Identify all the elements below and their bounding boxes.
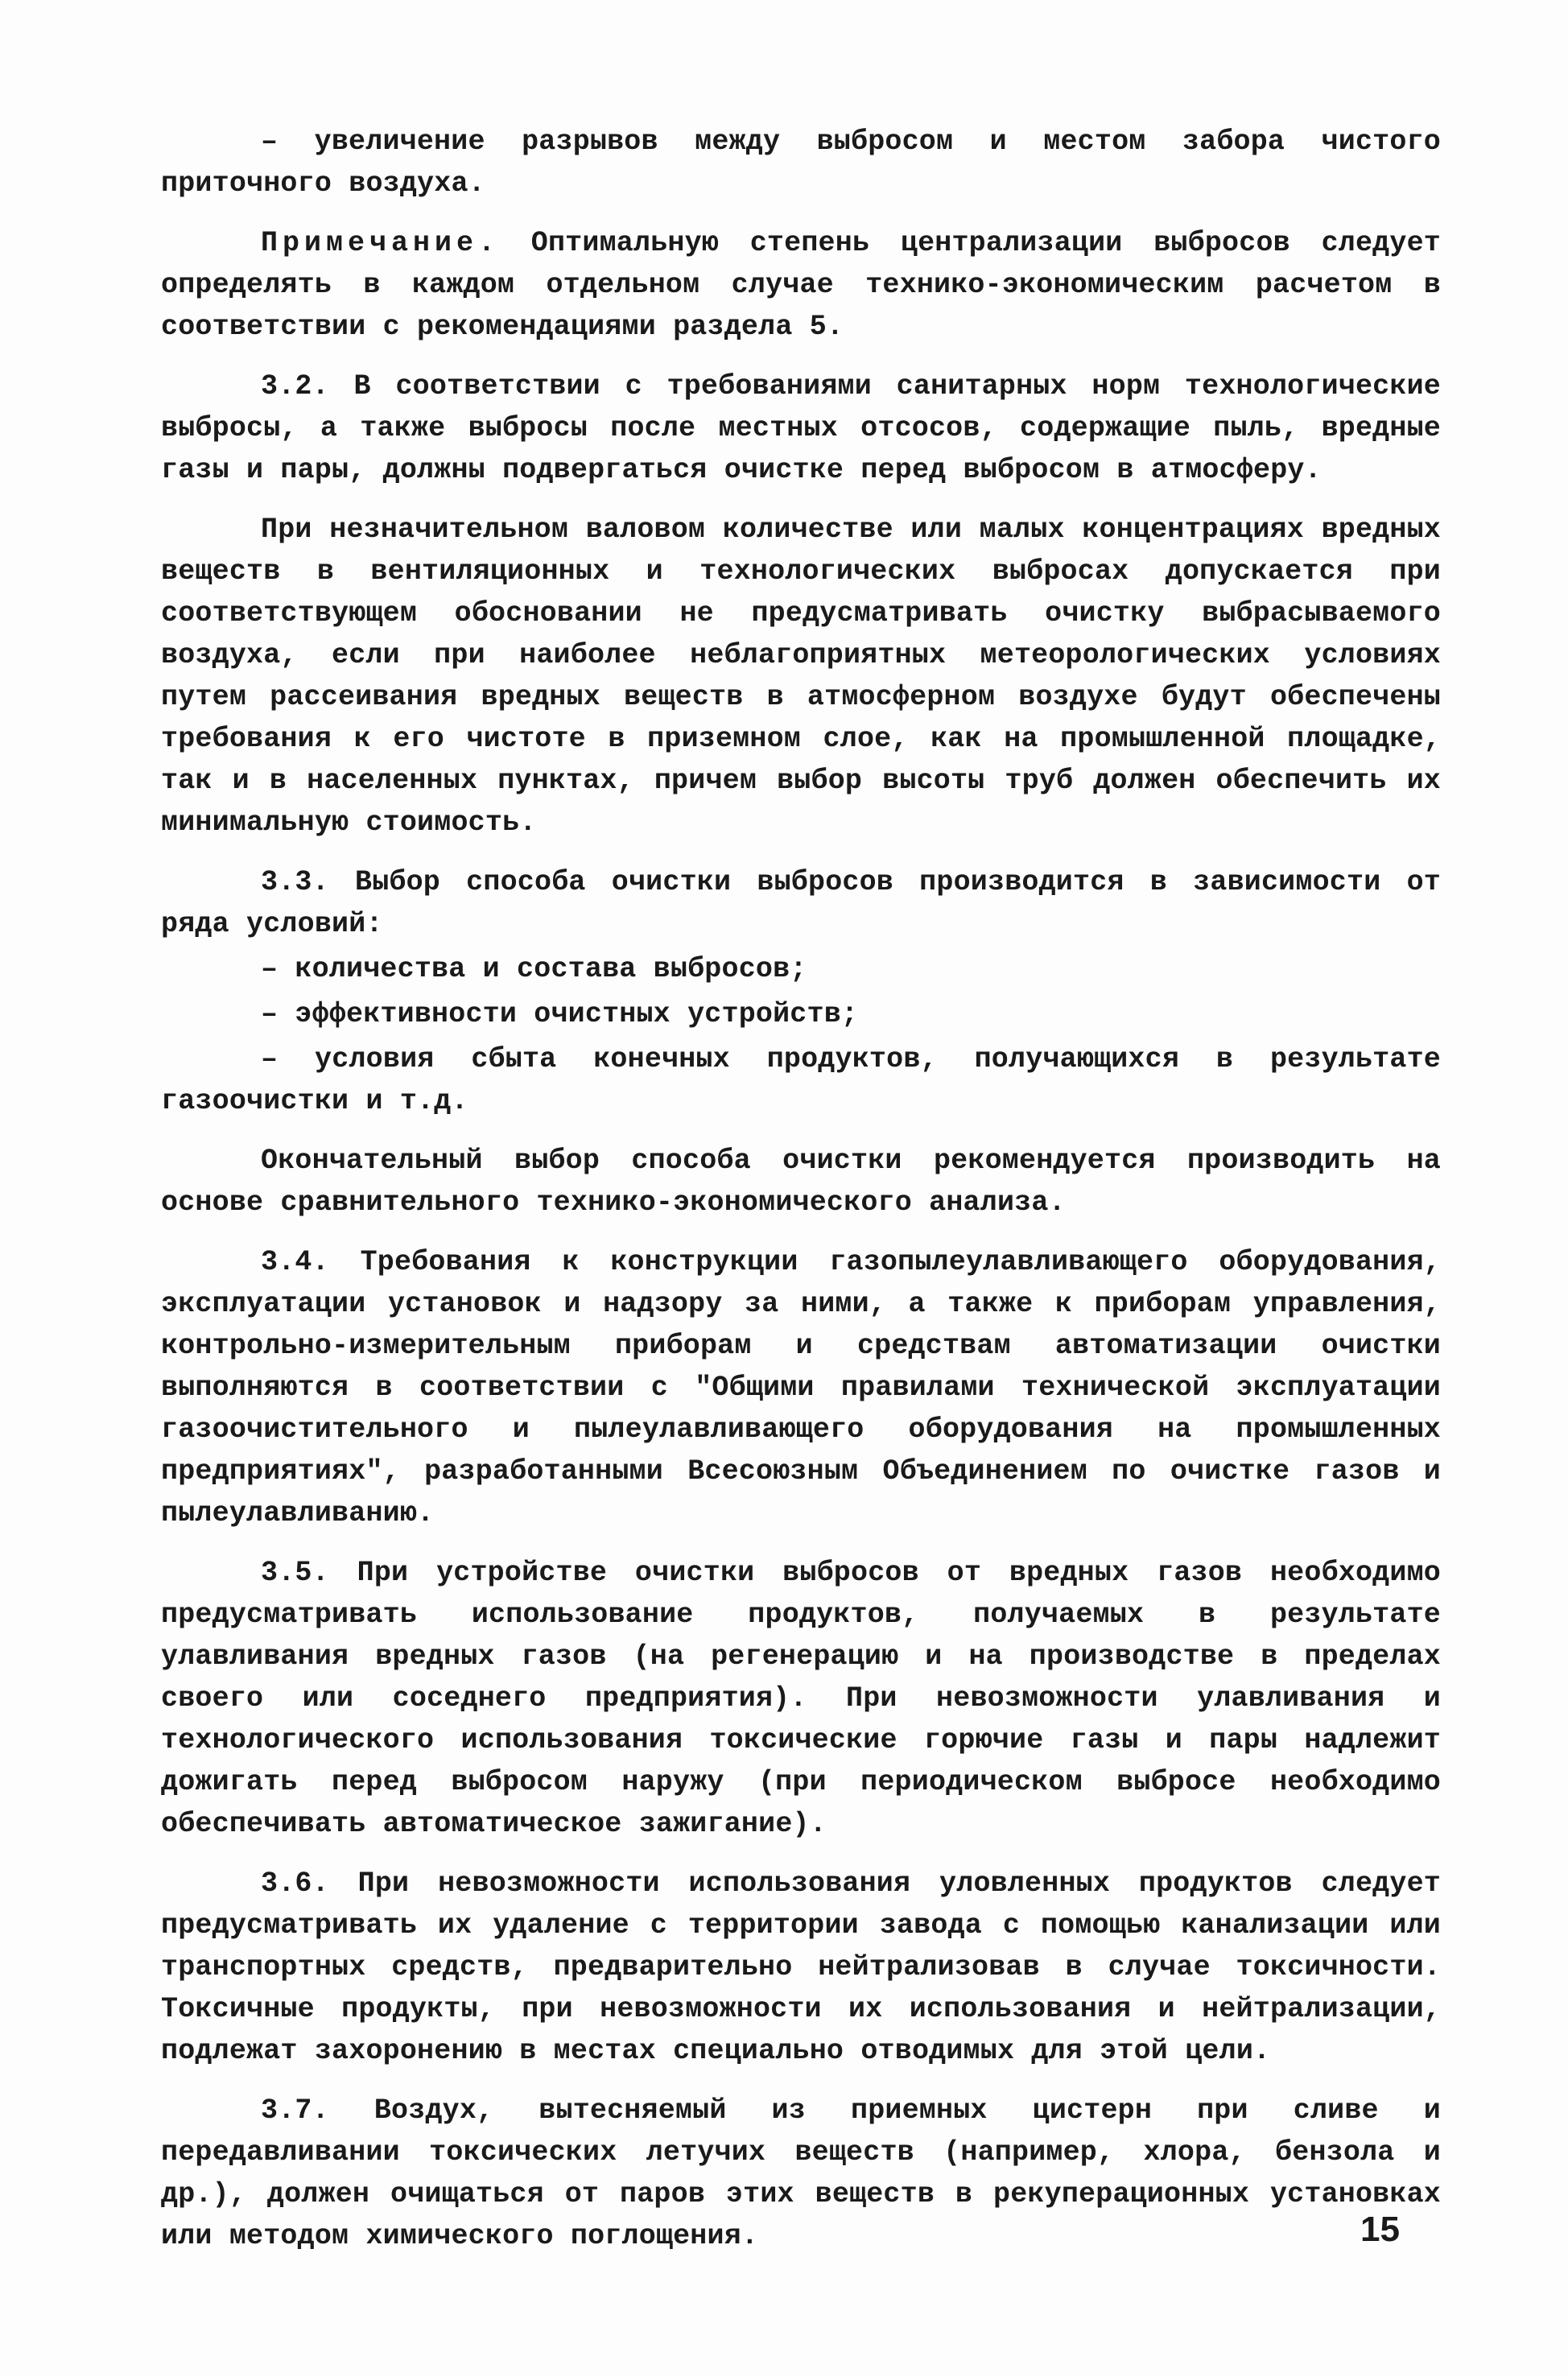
paragraph-3-5: 3.5. При устройстве очистки выбросов от вредных газов необходимо предусматривать использование продуктов, получаемых в результате улавливания вредных газов (на регенерацию и на производстве в пределах своего или соседнего предприятия). При невозможности улавливания и технологического использования токсические горючие газы и пары надлежит дожигать перед выбросом наружу (при периодическом выбросе необходимо обеспечивать автоматическое зажигание). — [161, 1557, 1441, 1840]
paragraph-3-7: 3.7. Воздух, вытесняемый из приемных цистерн при сливе и передавливании токсических летучих веществ (например, хлора, бензола и др.), должен очищаться от паров этих веществ в рекуперационных установках или методом химического поглощения. — [161, 2094, 1441, 2252]
paragraph-3-3-b: Окончательный выбор способа очистки рекомендуется производить на основе сравнительного технико-экономического анализа. — [161, 1145, 1441, 1219]
note-paragraph — [161, 222, 1441, 348]
paragraph-3-2: 3.2. В соответствии с требованиями санитарных норм технологические выбросы, а также выбросы после местных отсосов, содержащие пыль, вредные газы и пары, должны подвергаться очистке перед выбросом в атмосферу. — [161, 370, 1441, 486]
list-item-2: – эффективности очистных устройств; — [261, 998, 859, 1030]
note-text: Оптимальную степень централизации выбросов следует определять в каждом отдельном случае технико-экономическим расчетом в соответствии с рекомендациями раздела 5. — [161, 227, 1441, 343]
paragraph-3-4: 3.4. Требования к конструкции газопылеулавливающего оборудования, эксплуатации установок и надзору за ними, а также к приборам управления, контрольно-измерительным приборам и средствам автоматизации очистки выполняются в соответствии с "Общими правилами технической эксплуатации газоочистительного и пылеулавливающего оборудования на промышленных предприятиях", разработанными Всесоюзным Объединением по очистке газов и пылеулавливанию. — [161, 1246, 1441, 1529]
paragraph-3-2-b: При незначительном валовом количестве или малых концентрациях вредных веществ в вентиляционных и технологических выбросах допускается при соответствующем обосновании не предусматривать очистку выбрасываемого воздуха, если при наиболее неблагоприятных метеорологических условиях путем рассеивания вредных веществ в атмосферном воздухе будут обеспечены требования к его чистоте в приземном слое, как на промышленной площадке, так и в населенных пунктах, причем выбор высоты труб должен обеспечить их минимальную стоимость. — [161, 514, 1441, 839]
paragraph-3-3: 3.3. Выбор способа очистки выбросов производится в зависимости от ряда условий: — [161, 866, 1441, 940]
paragraph-3-6: 3.6. При невозможности использования уловленных продуктов следует предусматривать их удаление с территории завода с помощью канализации или транспортных средств, предварительно нейтрализовав в случае токсичности. Токсичные продукты, при невозможности их использования и нейтрализации, подлежат захоронению в местах специально отводимых для этой цели. — [161, 1867, 1441, 2067]
body-text — [161, 121, 1441, 2275]
note-label: Примечание. — [261, 227, 501, 259]
list-item-3: – условия сбыта конечных продуктов, получающихся в результате газоочистки и т.д. — [161, 1043, 1441, 1117]
page-number: 15 — [1360, 2210, 1400, 2249]
intro-bullet: – увеличение разрывов между выбросом и местом забора чистого приточного воздуха. — [161, 126, 1441, 200]
list-item-1: – количества и состава выбросов; — [261, 953, 807, 985]
